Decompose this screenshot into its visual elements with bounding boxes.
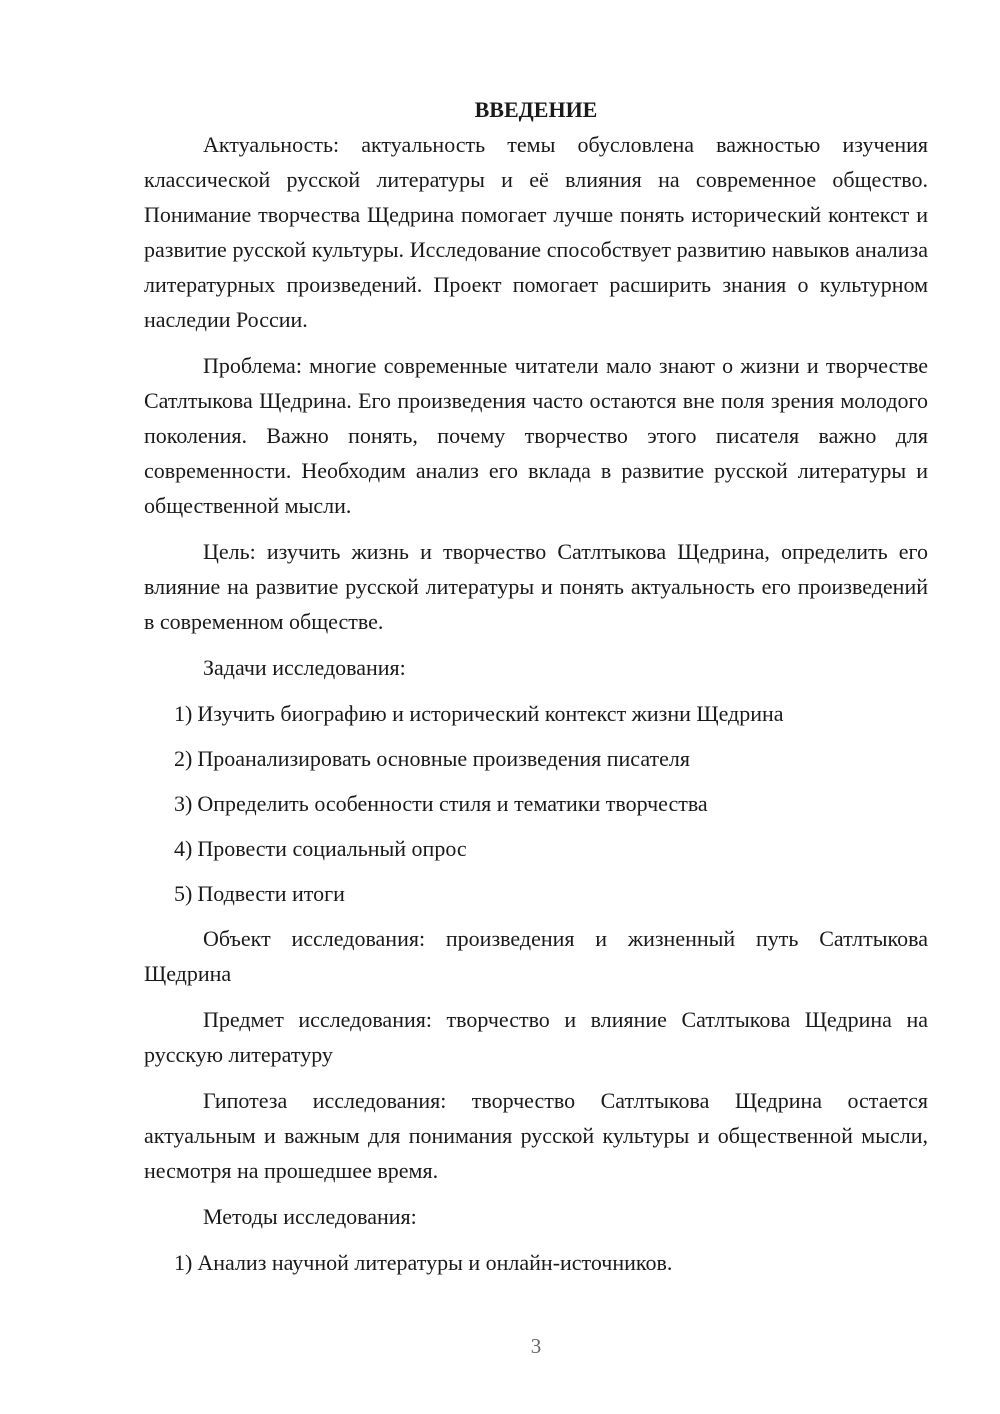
- relevance-paragraph: Актуальность: актуальность темы обусловлена важностью изучения классической русской литературы и её влияния на современное общество. Понимание творчества Щедрина помогает лучше понять исторический контекст и развитие русской культуры. Исследование способствует развитию навыков анализа литературных произведений. Проект помогает расширить знания о культурном наследии России.: [144, 132, 928, 332]
- section-title: ВВЕДЕНИЕ: [474, 97, 598, 122]
- object-paragraph: Объект исследования: произведения и жизненный путь Сатлтыкова Щедрина: [144, 926, 928, 986]
- subject-paragraph: Предмет исследования: творчество и влияние Сатлтыкова Щедрина на русскую литературу: [144, 1007, 928, 1067]
- task-item: [144, 696, 928, 731]
- task-item: [144, 741, 928, 776]
- task-number: 5): [174, 881, 193, 906]
- goal-paragraph: Цель: изучить жизнь и творчество Сатлтыкова Щедрина, определить его влияние на развитие русской литературы и понять актуальность его произведений в современном обществе.: [144, 539, 928, 634]
- hypothesis-paragraph: Гипотеза исследования: творчество Сатлтыкова Щедрина остается актуальным и важным для понимания русской культуры и общественной мысли, несмотря на прошедшее время.: [144, 1088, 928, 1183]
- task-text: Проанализировать основные произведения писателя: [197, 746, 691, 771]
- task-text: Провести социальный опрос: [197, 836, 467, 861]
- problem-paragraph: Проблема: многие современные читатели мало знают о жизни и творчестве Сатлтыкова Щедрина. Его произведения часто остаются вне поля зрения молодого поколения. Важно понять, почему творчество этого писателя важно для современности. Необходим анализ его вклада в развитие русской литературы и общественной мысли.: [144, 353, 928, 518]
- page-number: 3: [530, 1334, 542, 1358]
- task-item: [144, 876, 928, 911]
- task-item: [144, 831, 928, 866]
- task-text: Изучить биографию и исторический контекст жизни Щедрина: [197, 701, 784, 726]
- tasks-heading: Задачи исследования:: [203, 655, 406, 680]
- method-number: 1): [174, 1250, 193, 1275]
- task-number: 4): [174, 836, 193, 861]
- task-number: 2): [174, 746, 193, 771]
- task-number: 3): [174, 791, 193, 816]
- task-item: [144, 786, 928, 821]
- method-text: Анализ научной литературы и онлайн-источников.: [197, 1250, 673, 1275]
- task-number: 1): [174, 701, 193, 726]
- task-text: Определить особенности стиля и тематики творчества: [197, 791, 708, 816]
- task-text: Подвести итоги: [197, 881, 345, 906]
- method-item: [144, 1245, 928, 1280]
- methods-heading: Методы исследования:: [203, 1204, 417, 1229]
- document-page: [144, 92, 928, 1290]
